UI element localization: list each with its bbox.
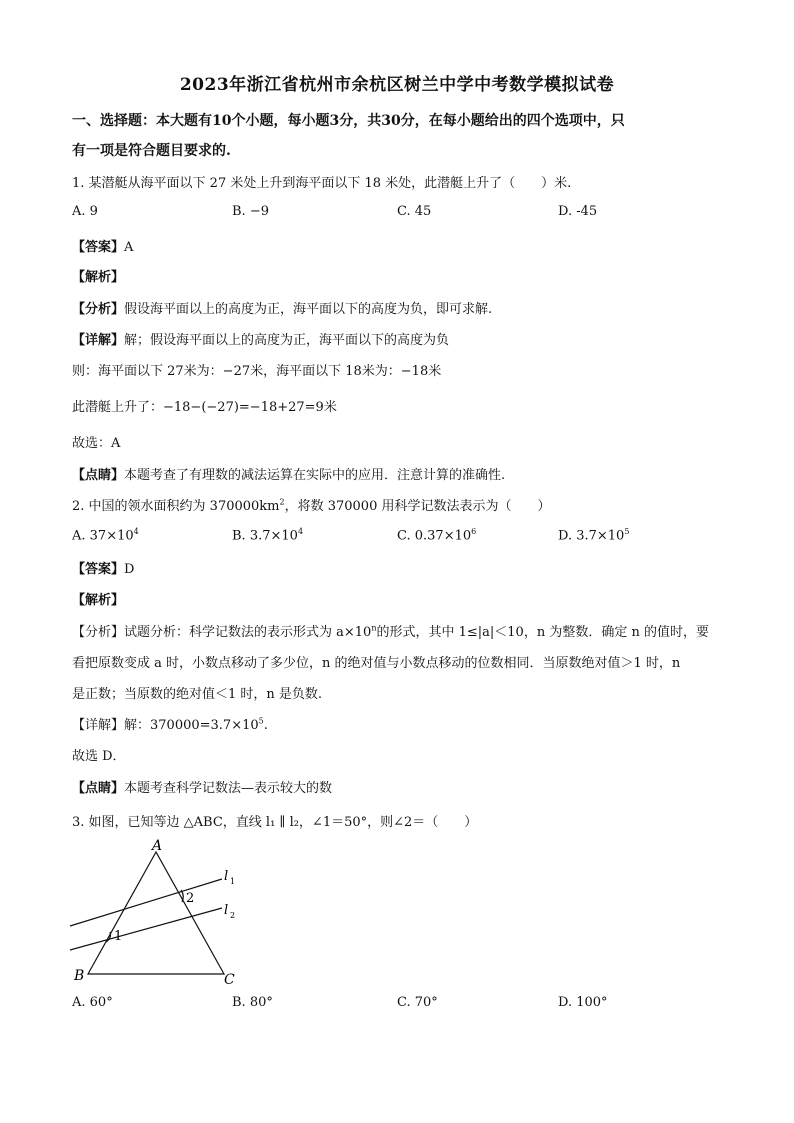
label-l2: l: [224, 903, 229, 918]
q3-option-d: D. 100°: [558, 995, 608, 1010]
q1-answer: 【答案】A: [72, 240, 134, 255]
q2-detail: [72, 714, 268, 733]
q1-step2: 此潜艇上升了：−18−(−27)=−18+27=9米: [72, 400, 337, 415]
label-l2-sub: 2: [230, 911, 236, 920]
q2-analysis-l1-pre: 【分析】试题分析：科学记数法的表示形式为 a×10: [72, 625, 372, 640]
q1-step1: 则：海平面以下 27米为：−27米，海平面以下 18米为：−18米: [72, 364, 442, 379]
q2-option-a-exp: 4: [133, 527, 139, 536]
q2-detail-sup: 5: [258, 716, 264, 726]
q1-analysis-label: [72, 266, 124, 285]
section-tag: 【点睛】: [72, 468, 125, 483]
q2-option-d-base: D. 3.7×10: [558, 528, 625, 544]
q2-analysis-line2: 看把原数变成 a 时，小数点移动了多少位，n 的绝对值与小数点移动的位数相同．当原数绝对值＞1 时，n: [72, 656, 681, 671]
q2-option-c-base: C. 0.37×10: [397, 528, 472, 544]
q3-stem: 3. 如图，已知等边 △ABC，直线 l₁ ∥ l₂，∠1＝50°，则∠2＝（ ）: [72, 815, 478, 830]
section-tag: 【解析】: [72, 593, 125, 608]
section-tag: 【答案】: [72, 562, 125, 577]
label-c: C: [224, 972, 235, 988]
triangle-figure: [66, 838, 246, 988]
q2-option-a: [72, 527, 139, 543]
q2-option-b: [232, 527, 303, 543]
section-tag: 【答案】: [72, 240, 125, 255]
label-angle-2: 2: [186, 891, 195, 906]
q1-analysis: 【分析】假设海平面以上的高度为正，海平面以下的高度为负，即可求解.: [72, 302, 493, 317]
line-l1: [70, 879, 222, 926]
q2-option-a-base: A. 37×10: [72, 528, 134, 544]
q2-answer: 【答案】D: [72, 562, 135, 577]
section-tag: 【解析】: [72, 270, 125, 285]
q2-comment: 【点睛】本题考查科学记数法—表示较大的数: [72, 781, 333, 796]
label-a: A: [152, 838, 163, 854]
q2-stem-sup: 2: [279, 497, 285, 507]
q2-analysis-line1: [72, 621, 709, 640]
q2-option-c-exp: 6: [471, 527, 477, 536]
q2-analysis-label: [72, 589, 124, 608]
q2-option-b-base: B. 3.7×10: [232, 528, 298, 544]
q1-option-c: C. 45: [397, 204, 432, 219]
section-tag: 【详解】: [72, 333, 125, 348]
q2-option-c: [397, 527, 476, 543]
q1-choose: 故选：A: [72, 436, 121, 451]
q3-option-a: A. 60°: [72, 995, 113, 1010]
q3-option-b: B. 80°: [232, 995, 273, 1010]
q2-option-d: [558, 527, 629, 543]
q1-detail: 【详解】解；假设海平面以上的高度为正，海平面以下的高度为负: [72, 333, 450, 348]
section-heading-line2: 有一项是符合题目要求的.: [72, 143, 231, 159]
q2-option-b-exp: 4: [297, 527, 304, 536]
q2-analysis-l1-sup: n: [371, 623, 377, 633]
q2-stem-pre: 2. 中国的领水面积约为 370000km: [72, 499, 280, 514]
q2-analysis-line3: 是正数；当原数的绝对值＜1 时，n 是负数.: [72, 687, 323, 702]
label-l1-sub: 1: [230, 877, 236, 886]
label-angle-1: 1: [114, 929, 123, 944]
q1-option-a: A. 9: [72, 204, 98, 219]
section-tag: 【点睛】: [72, 781, 125, 796]
q2-stem-post: ，将数 370000 用科学记数法表示为（ ）: [284, 499, 551, 514]
q2-analysis-l1-post: 的形式，其中 1≤|a|＜10，n 为整数．确定 n 的值时，要: [376, 625, 709, 640]
q1-stem: 1. 某潜艇从海平面以下 27 米处上升到海平面以下 18 米处，此潜艇上升了（ ）米.: [72, 176, 572, 191]
label-b: B: [74, 968, 85, 984]
q3-option-c: C. 70°: [397, 995, 438, 1010]
q1-option-d: D. -45: [558, 204, 598, 219]
q1-option-b: B. −9: [232, 204, 269, 219]
q1-comment: 【点睛】本题考查了有理数的减法运算在实际中的应用．注意计算的准确性.: [72, 468, 506, 483]
q2-detail-pre: 【详解】解：370000=3.7×10: [72, 718, 259, 733]
triangle-diagram: [66, 838, 246, 988]
page-title: 2023年浙江省杭州市余杭区树兰中学中考数学模拟试卷: [179, 75, 615, 95]
label-l1: l: [224, 869, 229, 884]
q2-stem: [72, 495, 551, 514]
section-heading-line1: 一、选择题：本大题有10个小题，每小题3分，共30分，在每小题给出的四个选项中，只: [72, 113, 625, 129]
q2-option-d-exp: 5: [624, 527, 630, 536]
q2-choose: 故选 D．: [72, 749, 126, 764]
section-tag: 【分析】: [72, 302, 125, 317]
q2-detail-post: .: [263, 718, 268, 733]
